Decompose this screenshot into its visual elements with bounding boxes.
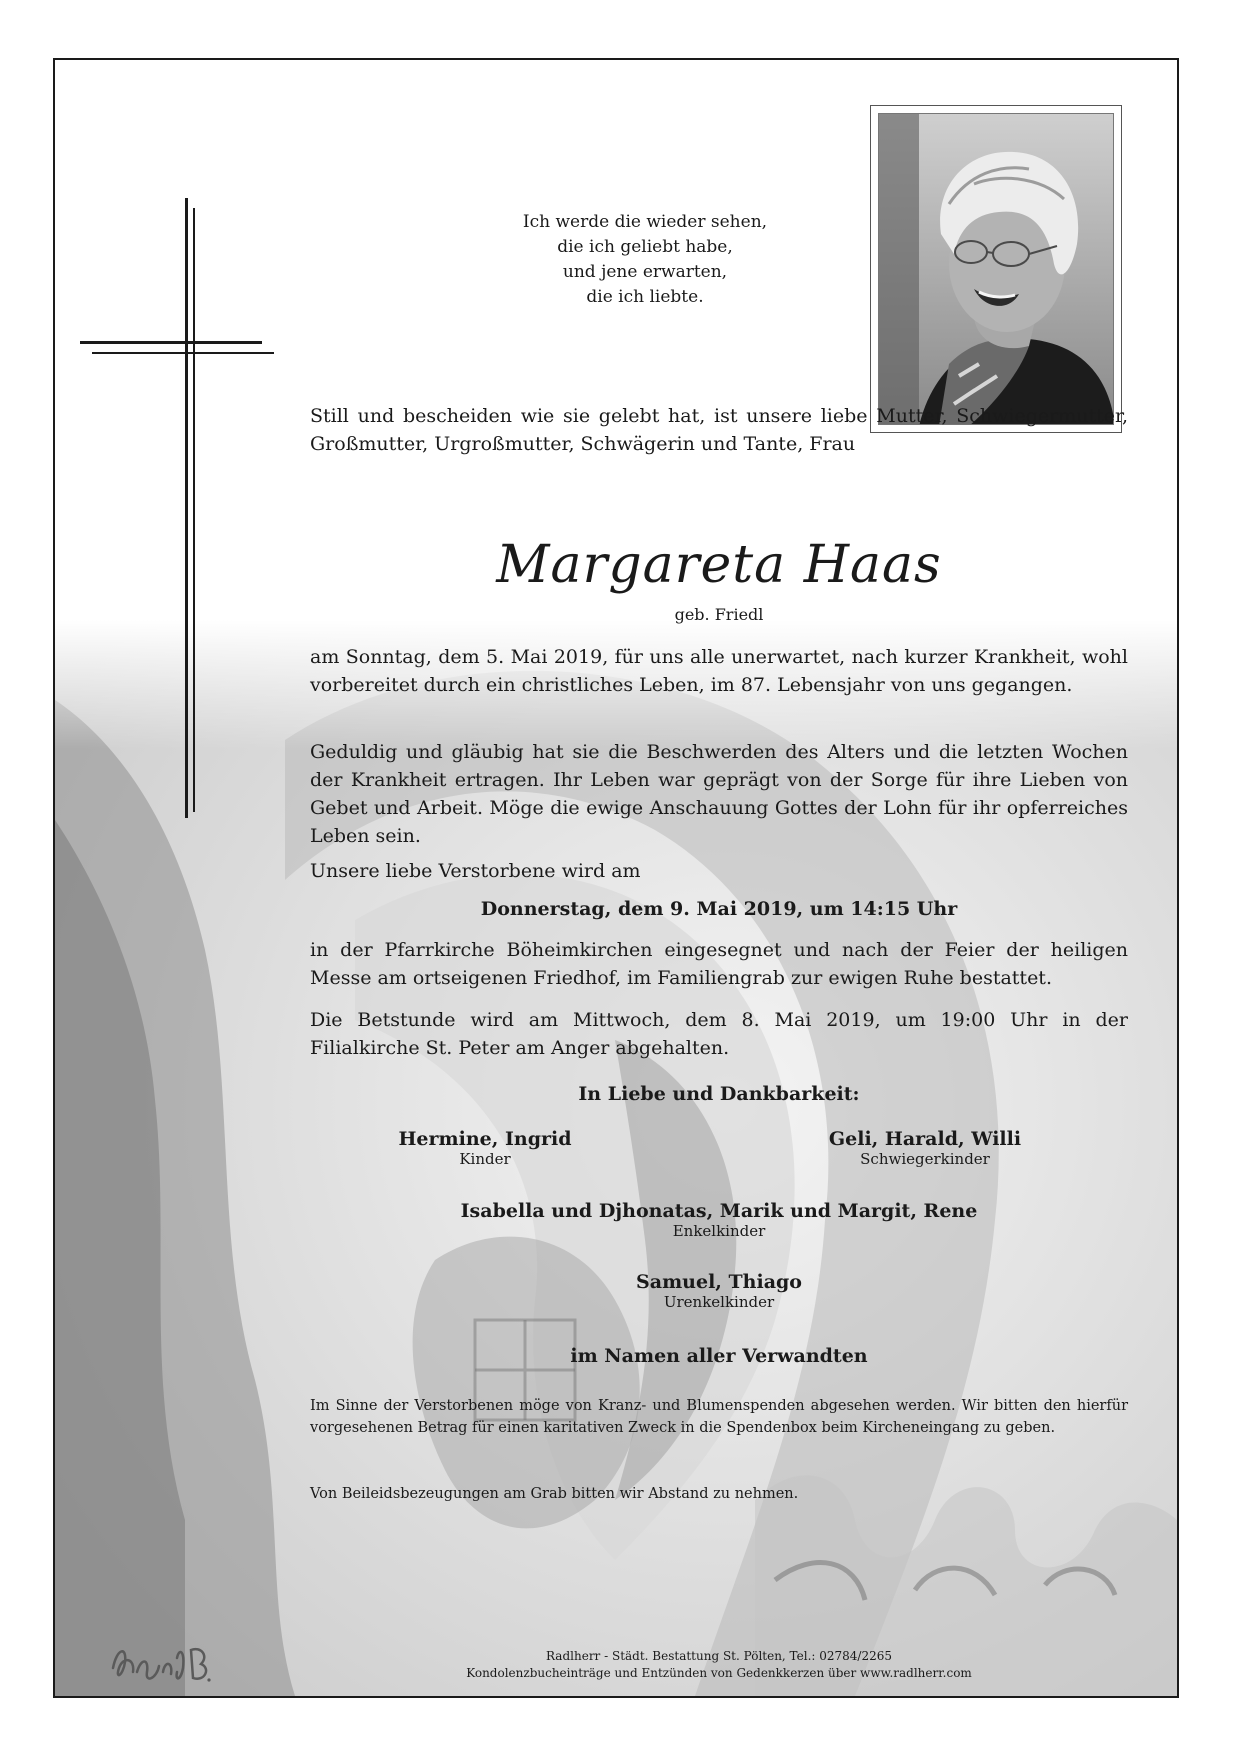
funeral-place-paragraph: in der Pfarrkirche Böheimkirchen eingesegnet und nach der Feier der heiligen Messe am ortseigenen Friedhof, im Familiengrab zur ewigen Ruhe bestattet. xyxy=(310,939,1128,989)
grandchildren-names: Isabella und Djhonatas, Marik und Margit, Rene xyxy=(460,1200,978,1222)
donation-note: Im Sinne der Verstorbenen möge von Kranz- und Blumenspenden abgesehen werden. Wir bitten den hierfür vorgesehenen Betrag für einen karitativen Zweck in die Spendenbox beim Kircheneingang zu geben. xyxy=(310,1398,1128,1436)
artist-signature xyxy=(105,1628,215,1698)
family-great-grandchildren xyxy=(310,1271,1128,1311)
grandchildren-label: Enkelkinder xyxy=(672,1222,766,1240)
deceased-name: Margareta Haas xyxy=(496,535,942,595)
great-grandchildren-names: Samuel, Thiago xyxy=(636,1271,802,1293)
condolence-note: Von Beileidsbezeugungen am Grab bitten wir Abstand zu nehmen. xyxy=(310,1486,799,1502)
family-in-laws xyxy=(795,1128,1055,1168)
quote-line: Ich werde die wieder sehen, xyxy=(522,212,768,232)
children-names: Hermine, Ingrid xyxy=(398,1128,572,1150)
quote-line: und jene erwarten, xyxy=(562,262,728,282)
children-label: Kinder xyxy=(459,1150,511,1168)
footer-line: Kondolenzbucheinträge und Entzünden von Gedenkkerzen über www.radlherr.com xyxy=(466,1666,972,1680)
portrait-photo xyxy=(878,113,1114,425)
life-paragraph: Geduldig und gläubig hat sie die Beschwerden des Alters und die letzten Wochen der Krankheit ertragen. Ihr Leben war geprägt von der Sorge für ihre Lieben von Gebet und Arbeit. Möge die ewige Anschauung Gottes der Lohn für ihr opferreiches Leben sein. xyxy=(310,741,1128,847)
family-children xyxy=(355,1128,615,1168)
in-laws-names: Geli, Harald, Willi xyxy=(828,1128,1022,1150)
memorial-quote xyxy=(435,210,855,310)
family-grandchildren xyxy=(310,1200,1128,1240)
intro-text: Still und bescheiden wie sie gelebt hat, ist unsere liebe Mutter, Schwiegermutter, Großmutter, Urgroßmutter, Schwägerin und Tante, Frau xyxy=(310,405,1128,455)
in-laws-label: Schwiegerkinder xyxy=(860,1150,990,1168)
quote-line: die ich geliebt habe, xyxy=(557,237,733,257)
quote-line: die ich liebte. xyxy=(586,287,704,307)
undertaker-footer xyxy=(310,1648,1128,1682)
funeral-date: Donnerstag, dem 9. Mai 2019, um 14:15 Uhr xyxy=(480,898,958,920)
prayer-paragraph: Die Betstunde wird am Mittwoch, dem 8. Mai 2019, um 19:00 Uhr in der Filialkirche St. Peter am Anger abgehalten. xyxy=(310,1009,1128,1059)
footer-line: Radlherr - Städt. Bestattung St. Pölten, Tel.: 02784/2265 xyxy=(546,1649,892,1663)
obituary-card xyxy=(53,58,1179,1698)
announcement-text: Unsere liebe Verstorbene wird am xyxy=(310,860,641,882)
portrait-frame xyxy=(870,105,1122,433)
gratitude-heading: In Liebe und Dankbarkeit: xyxy=(578,1083,860,1105)
relatives-line: im Namen aller Verwandten xyxy=(570,1345,868,1367)
great-grandchildren-label: Urenkelkinder xyxy=(663,1293,775,1311)
death-paragraph: am Sonntag, dem 5. Mai 2019, für uns alle unerwartet, nach kurzer Krankheit, wohl vorbereitet durch ein christliches Leben, im 87. Lebensjahr von uns gegangen. xyxy=(310,646,1128,696)
birth-name: geb. Friedl xyxy=(674,605,764,624)
